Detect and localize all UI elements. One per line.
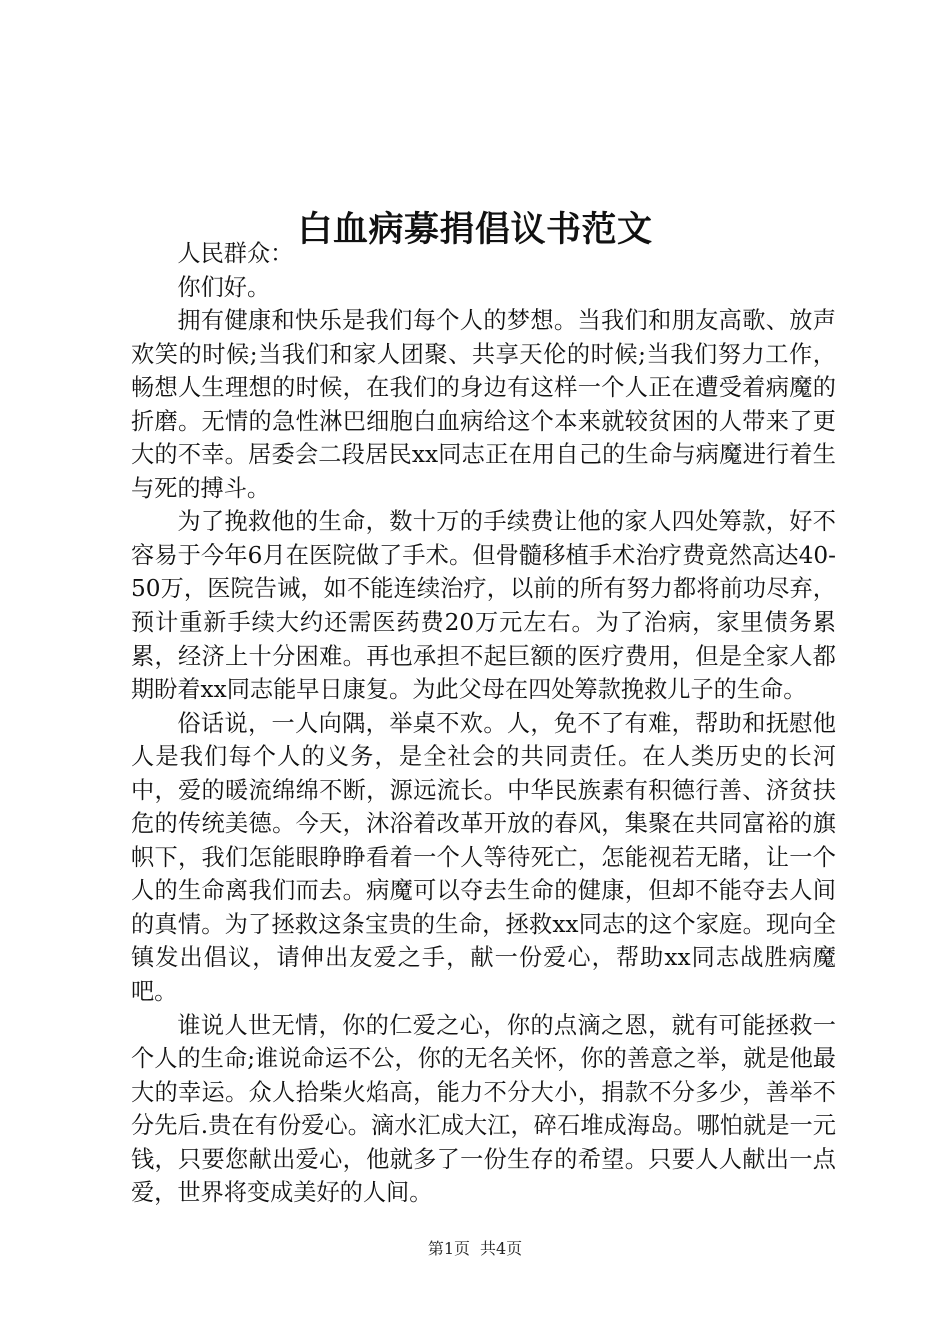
- salutation: 人民群众：: [177, 240, 294, 267]
- greeting: 你们好。: [177, 273, 271, 301]
- paragraph-3: 俗话说，一人向隅，举桌不欢。人，免不了有难，帮助和抚慰他人是我们每个人的义务，是全社会的共同责任。在人类历史的长河中，爱的暖流绵绵不断，源远流长。中华民族素有积德行善、济贫扶危的传统美德。今天，沐浴着改革开放的春风，集聚在共同富裕的旗帜下，我们怎能眼睁睁看着一个人等待死亡，怎能视若无睹，让一个人的生命离我们而去。病魔可以夺去生命的健康，但却不能夺去人间的真情。为了拯救这条宝贵的生命，拯救xx同志的这个家庭。现向全镇发出倡议，请伸出友爱之手，献一份爱心，帮助xx同志战胜病魔吧。: [131, 709, 836, 1006]
- paragraph-1: 拥有健康和快乐是我们每个人的梦想。当我们和朋友高歌、放声欢笑的时候;当我们和家人团聚、共享天伦的时候;当我们努力工作，畅想人生理想的时候，在我们的身边有这样一个人正在遭受着病魔的折磨。无情的急性淋巴细胞白血病给这个本来就较贫困的人带来了更大的不幸。居委会二段居民xx同志正在用自己的生命与病魔进行着生与死的搏斗。: [131, 307, 836, 502]
- paragraph-2: 为了挽救他的生命，数十万的手续费让他的家人四处筹款，好不容易于今年6月在医院做了手术。但骨髓移植手术治疗费竟然高达40-50万，医院告诫，如不能连续治疗，以前的所有努力都将前功尽弃，预计重新手续大约还需医药费20万元左右。为了治病，家里债务累累，经济上十分困难。再也承担不起巨额的医疗费用，但是全家人都期盼着xx同志能早日康复。为此父母在四处筹款挽救儿子的生命。: [131, 508, 836, 704]
- document-body: [131, 237, 836, 1210]
- paragraph-4: 谁说人世无情，你的仁爱之心，你的点滴之恩，就有可能拯救一个人的生命;谁说命运不公，你的无名关怀，你的善意之举，就是他最大的幸运。众人拾柴火焰高，能力不分大小，捐款不分多少，善举不分先后.贵在有份爱心。滴水汇成大江，碎石堆成海岛。哪怕就是一元钱，只要您献出爱心，他就多了一份生存的希望。只要人人献出一点爱，世界将变成美好的人间。: [131, 1011, 836, 1207]
- page-footer: [0, 1238, 950, 1260]
- page-total: 共4页: [480, 1239, 523, 1258]
- page-number: 第1页: [427, 1239, 470, 1258]
- document-title: 白血病募捐倡议书范文: [297, 209, 653, 251]
